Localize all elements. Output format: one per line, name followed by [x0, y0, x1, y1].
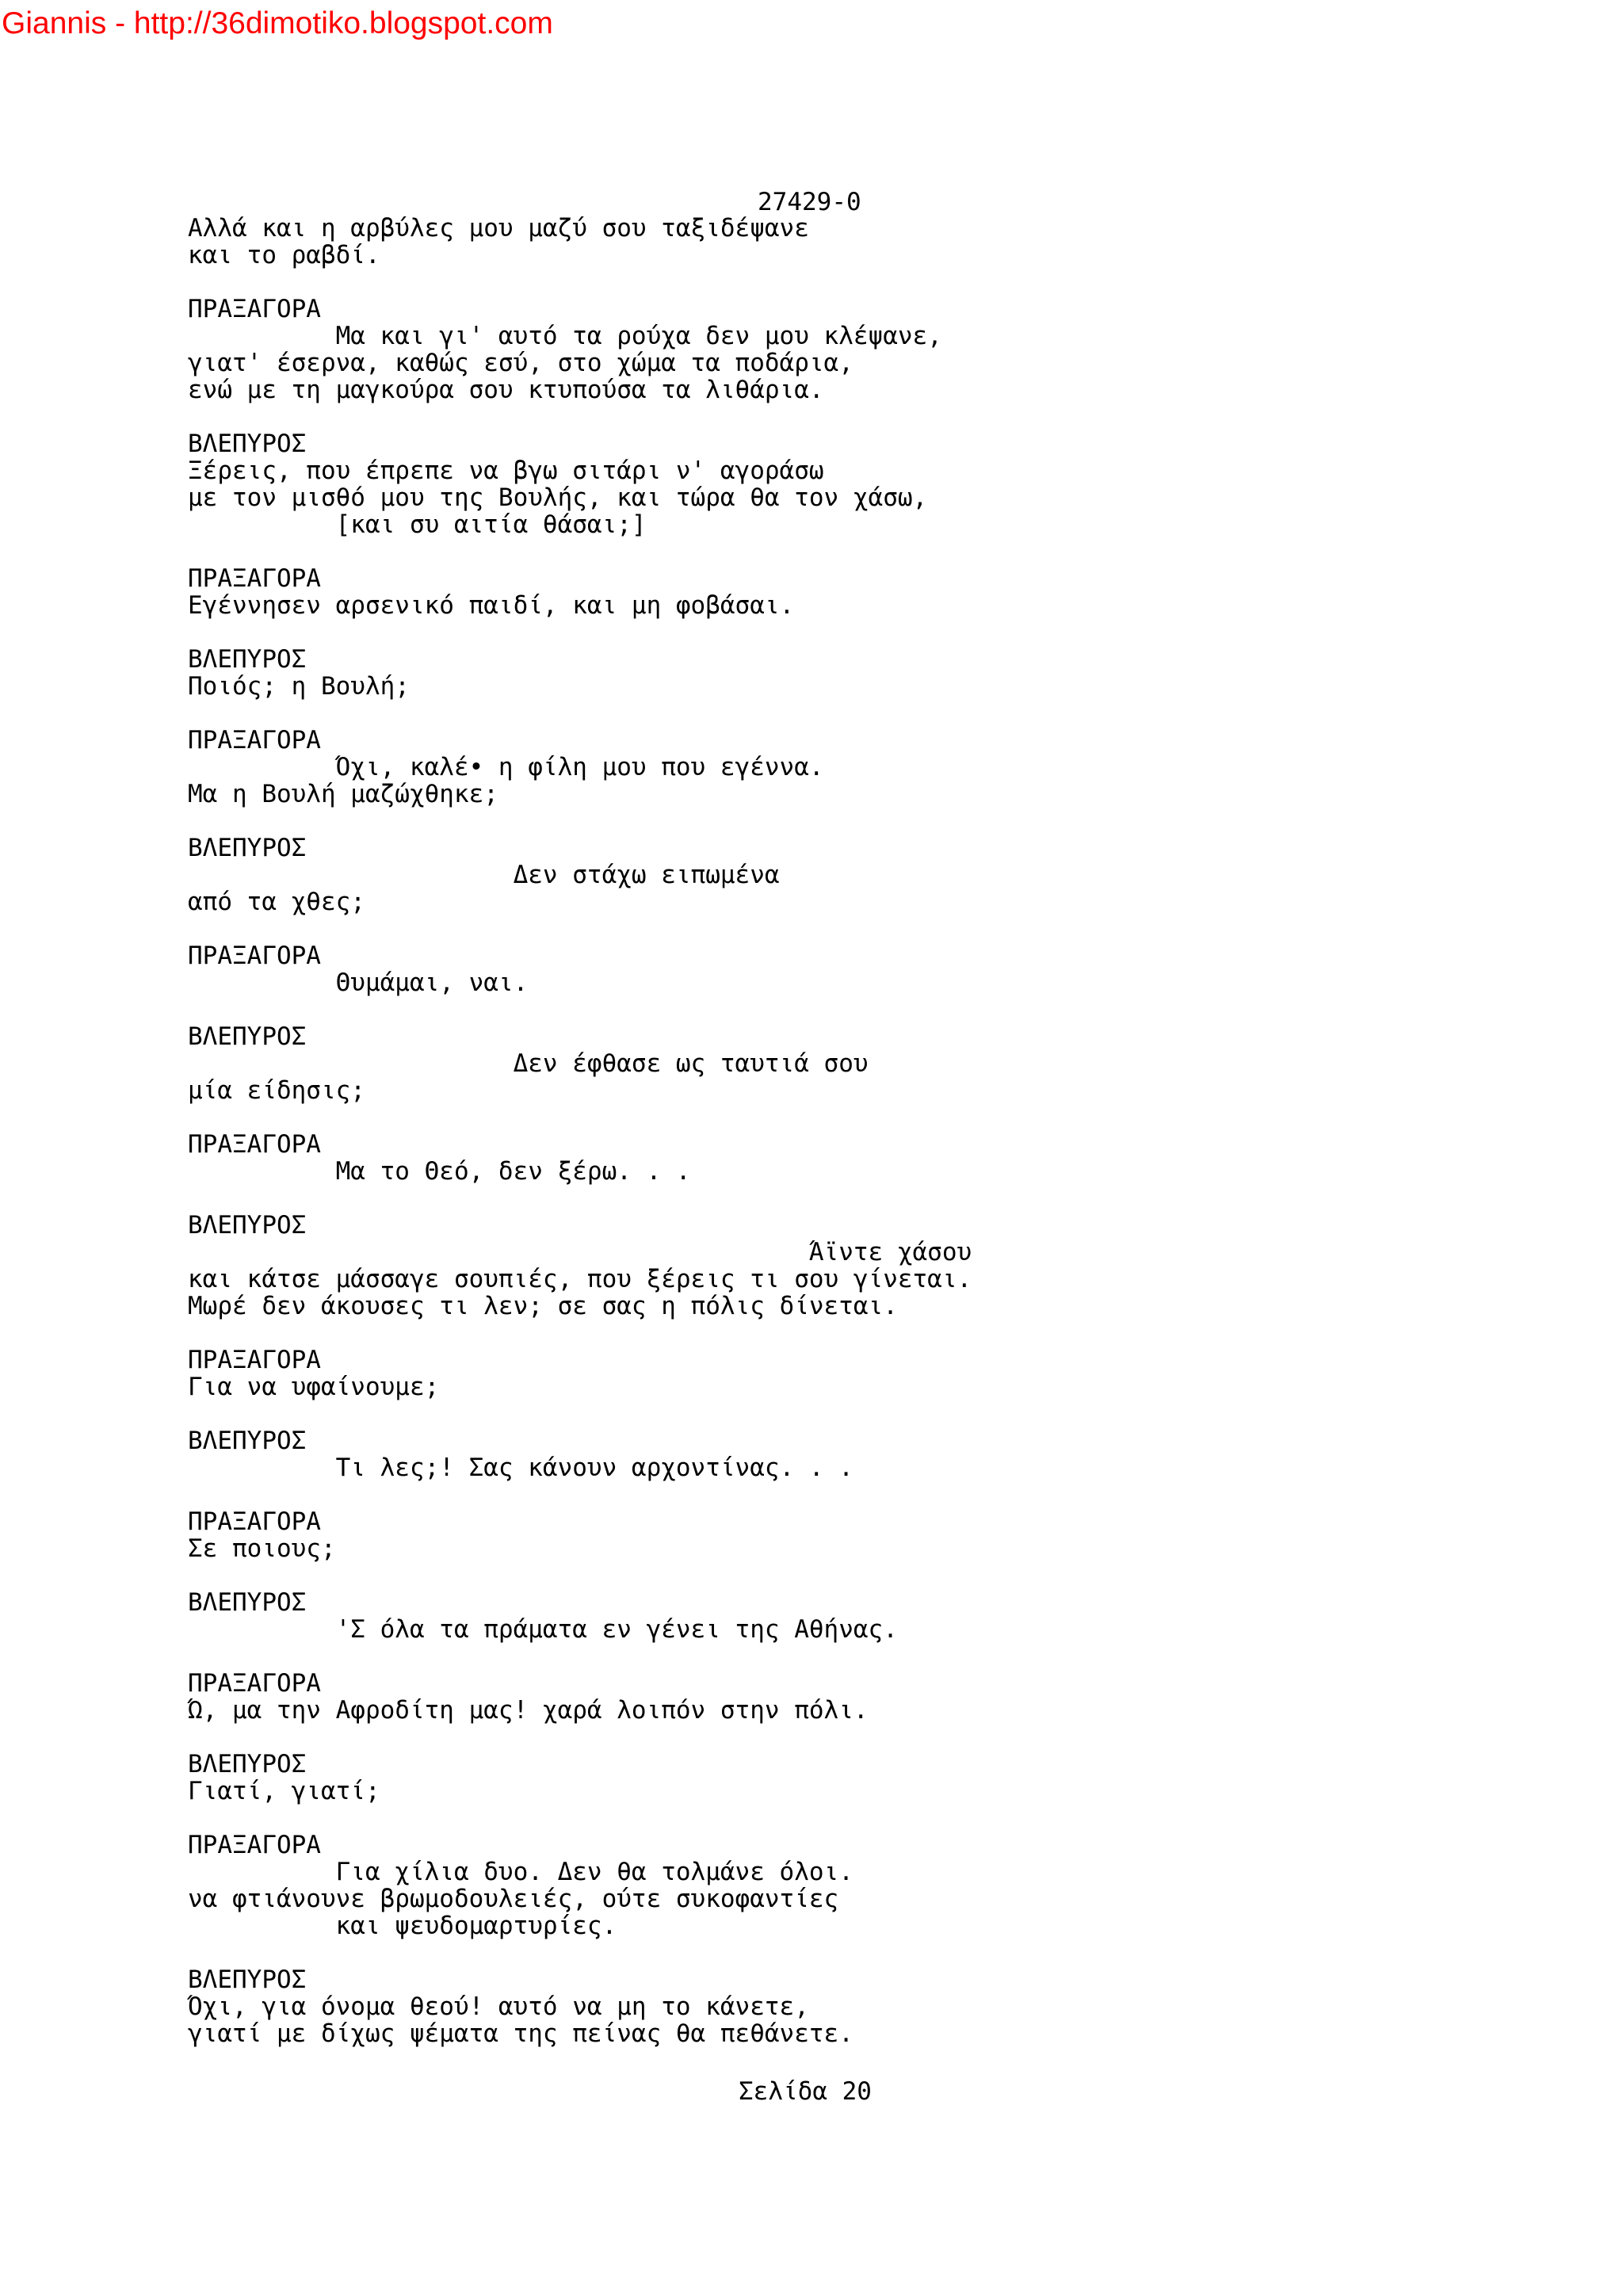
script-line — [188, 619, 972, 646]
script-line — [188, 808, 972, 835]
script-line — [188, 1320, 972, 1347]
script-line — [188, 1481, 972, 1508]
script-line: γιατ' έσερνα, καθώς εσύ, στο χώμα τα ποδάρια, — [188, 349, 854, 377]
script-line — [188, 538, 972, 565]
script-line: ΠΡΑΞΑΓΟΡΑ — [188, 1669, 321, 1698]
script-line — [188, 269, 972, 296]
script-line: ΒΛΕΠΥΡΟΣ — [188, 834, 307, 862]
script-line — [188, 1562, 972, 1589]
script-line: Μα και γι' αυτό τα ρούχα δεν μου κλέψανε, — [188, 322, 942, 350]
script-line: μία είδησις; — [188, 1076, 365, 1105]
script-line: Μωρέ δεν άκουσες τι λεν; σε σας η πόλις δίνεται. — [188, 1292, 898, 1320]
script-line: ΠΡΑΞΑΓΟΡΑ — [188, 1130, 321, 1159]
script-line: Εγέννησεν αρσενικό παιδί, και μη φοβάσαι. — [188, 591, 795, 620]
script-line: Όχι, για όνομα θεού! αυτό να μη το κάνετε, — [188, 1992, 809, 2021]
script-line: Δεν στάχω ειπωμένα — [188, 861, 780, 889]
script-line — [188, 1400, 972, 1427]
script-line: ενώ με τη μαγκούρα σου κτυπούσα τα λιθάρια. — [188, 376, 824, 404]
script-line — [188, 1104, 972, 1131]
script-body — [188, 215, 972, 2047]
script-line: και ψευδομαρτυρίες. — [188, 1912, 617, 1940]
script-line: ΠΡΑΞΑΓΟΡΑ — [188, 1507, 321, 1536]
script-line — [188, 1939, 972, 1966]
script-line: Ποιός; η Βουλή; — [188, 672, 410, 701]
script-line: ΠΡΑΞΑΓΟΡΑ — [188, 1831, 321, 1859]
script-line — [188, 996, 972, 1023]
script-line: Ώ, μα την Αφροδίτη μας! χαρά λοιπόν στην πόλι. — [188, 1696, 869, 1725]
script-line: και κάτσε μάσσαγε σουπιές, που ξέρεις τι σου γίνεται. — [188, 1265, 972, 1293]
script-line: ΒΛΕΠΥΡΟΣ — [188, 1750, 307, 1778]
script-line: με τον μισθό μου της Βουλής, και τώρα θα τον χάσω, — [188, 483, 928, 512]
script-line: ΒΛΕΠΥΡΟΣ — [188, 1427, 307, 1455]
script-line — [188, 403, 972, 430]
script-line: Τι λες;! Σας κάνουν αρχοντίνας. . . — [188, 1454, 854, 1482]
script-line: ΒΛΕΠΥΡΟΣ — [188, 1588, 307, 1617]
script-line: και το ραβδί. — [188, 241, 380, 269]
script-line — [188, 700, 972, 727]
script-line: [και συ αιτία θάσαι;] — [188, 510, 647, 539]
script-line: Θυμάμαι, ναι. — [188, 968, 529, 997]
script-line — [188, 1643, 972, 1670]
script-line: Άϊντε χάσου — [188, 1238, 972, 1266]
script-line — [188, 1724, 972, 1751]
script-line: ΒΛΕΠΥΡΟΣ — [188, 430, 307, 458]
script-line: Γιατί, γιατί; — [188, 1777, 380, 1805]
script-line: ΠΡΑΞΑΓΟΡΑ — [188, 1346, 321, 1374]
script-line: ΒΛΕΠΥΡΟΣ — [188, 645, 307, 674]
script-line: Αλλά και η αρβύλες μου μαζύ σου ταξιδέψανε — [188, 214, 809, 243]
script-line: Ξέρεις, που έπρεπε να βγω σιτάρι ν' αγοράσω — [188, 457, 824, 485]
script-line: γιατί με δίχως ψέματα της πείνας θα πεθάνετε. — [188, 2019, 854, 2048]
script-line: ΒΛΕΠΥΡΟΣ — [188, 1022, 307, 1051]
script-line: Για να υφαίνουμε; — [188, 1373, 440, 1401]
script-line — [188, 1805, 972, 1832]
script-line: Μα το Θεό, δεν ξέρω. . . — [188, 1157, 691, 1186]
page-number: Σελίδα 20 — [739, 2077, 872, 2106]
script-line — [188, 1185, 972, 1212]
script-line: να φτιάνουνε βρωμοδουλειές, ούτε συκοφαντίες — [188, 1885, 839, 1913]
document-number: 27429-0 — [758, 188, 861, 216]
script-line — [188, 915, 972, 942]
script-line: ΒΛΕΠΥΡΟΣ — [188, 1211, 307, 1240]
blog-link[interactable]: Giannis - http://36dimotiko.blogspot.com — [2, 6, 553, 40]
script-line: Μα η Βουλή μαζώχθηκε; — [188, 780, 498, 808]
script-line: 'Σ όλα τα πράματα εν γένει της Αθήνας. — [188, 1615, 898, 1644]
script-line: από τα χθες; — [188, 888, 365, 916]
script-line: Όχι, καλέ• η φίλη μου που εγέννα. — [188, 753, 824, 781]
script-line: Για χίλια δυο. Δεν θα τολμάνε όλοι. — [188, 1858, 854, 1886]
script-line: ΠΡΑΞΑΓΟΡΑ — [188, 564, 321, 593]
script-line: ΠΡΑΞΑΓΟΡΑ — [188, 942, 321, 970]
script-line: Σε ποιους; — [188, 1534, 336, 1563]
script-line: ΠΡΑΞΑΓΟΡΑ — [188, 295, 321, 323]
script-line: Δεν έφθασε ως ταυτιά σου — [188, 1049, 869, 1078]
script-line: ΒΛΕΠΥΡΟΣ — [188, 1966, 307, 1994]
script-line: ΠΡΑΞΑΓΟΡΑ — [188, 726, 321, 755]
